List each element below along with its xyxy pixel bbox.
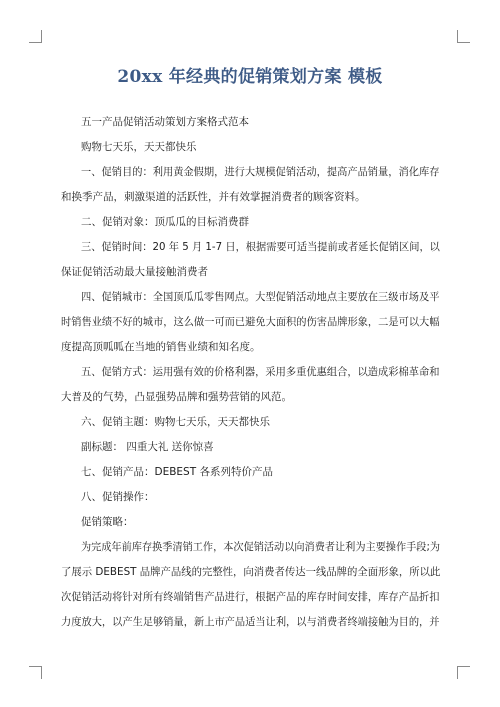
paragraph-line: 时销售业绩不好的城市，这么做一可而已避免大面积的伤害品牌形象，二是可以大幅 (61, 316, 440, 328)
paragraph-line: 力度放大，以产生足够销量，新上市产品适当让利，以与消费者终端接触为目的，并 (61, 616, 440, 628)
paragraph-line: 保证促销活动最大量接触消费者 (61, 266, 208, 278)
paragraph-line: 和换季产品，刺激渠道的活跃性，并有效掌握消费者的顾客资料。 (61, 191, 366, 203)
crop-mark-top-right (457, 30, 470, 43)
paragraph-line: 四、促销城市：全国顶瓜瓜零售网点。大型促销活动地点主要放在三级市场及平 (81, 291, 440, 303)
paragraph-line: 大普及的气势，凸显强势品牌和强势营销的风范。 (61, 391, 292, 403)
paragraph-line: 了展示 DEBEST 品牌产品线的完整性，向消费者传达一线品牌的全面形象，所以此 (61, 566, 441, 578)
document-title: 20xx 年经典的促销策划方案 模板 (117, 67, 383, 87)
paragraph-line: 为完成年前库存换季清销工作，本次促销活动以向消费者让利为主要操作手段;为 (81, 541, 441, 553)
subtitle-line: 五一产品促销活动策划方案格式范本 (81, 116, 249, 128)
crop-mark-bottom-left (29, 666, 42, 679)
paragraph-line: 五、促销方式：运用强有效的价格利器，采用多重优惠组合，以造成彩棉革命和 (81, 366, 440, 378)
paragraph-line: 六、促销主题：购物七天乐，天天都快乐 (81, 416, 270, 428)
section-heading: 促销策略： (81, 516, 134, 528)
paragraph-line: 七、促销产品：DEBEST 各系列特价产品 (81, 466, 273, 478)
paragraph-line: 副标题： 四重大礼 送你惊喜 (81, 441, 214, 453)
crop-mark-top-left (29, 30, 42, 43)
paragraph-line: 三、促销时间：20 年 5 月 1-7 日，根据需要可适当提前或者延长促销区间，以 (81, 241, 440, 253)
paragraph-line: 二、促销对象：顶瓜瓜的目标消费群 (81, 216, 249, 228)
slogan-line: 购物七天乐，天天都快乐 (81, 141, 197, 153)
paragraph-line: 次促销活动将针对所有终端销售产品进行，根据产品的库存时间安排，库存产品折扣 (61, 591, 440, 603)
section-heading: 八、促销操作： (81, 491, 155, 503)
paragraph-line: 度提高顶呱呱在当地的销售业绩和知名度。 (61, 341, 261, 353)
paragraph-line: 一、促销目的：利用黄金假期，进行大规模促销活动，提高产品销量，消化库存 (81, 166, 440, 178)
crop-mark-bottom-right (457, 666, 470, 679)
